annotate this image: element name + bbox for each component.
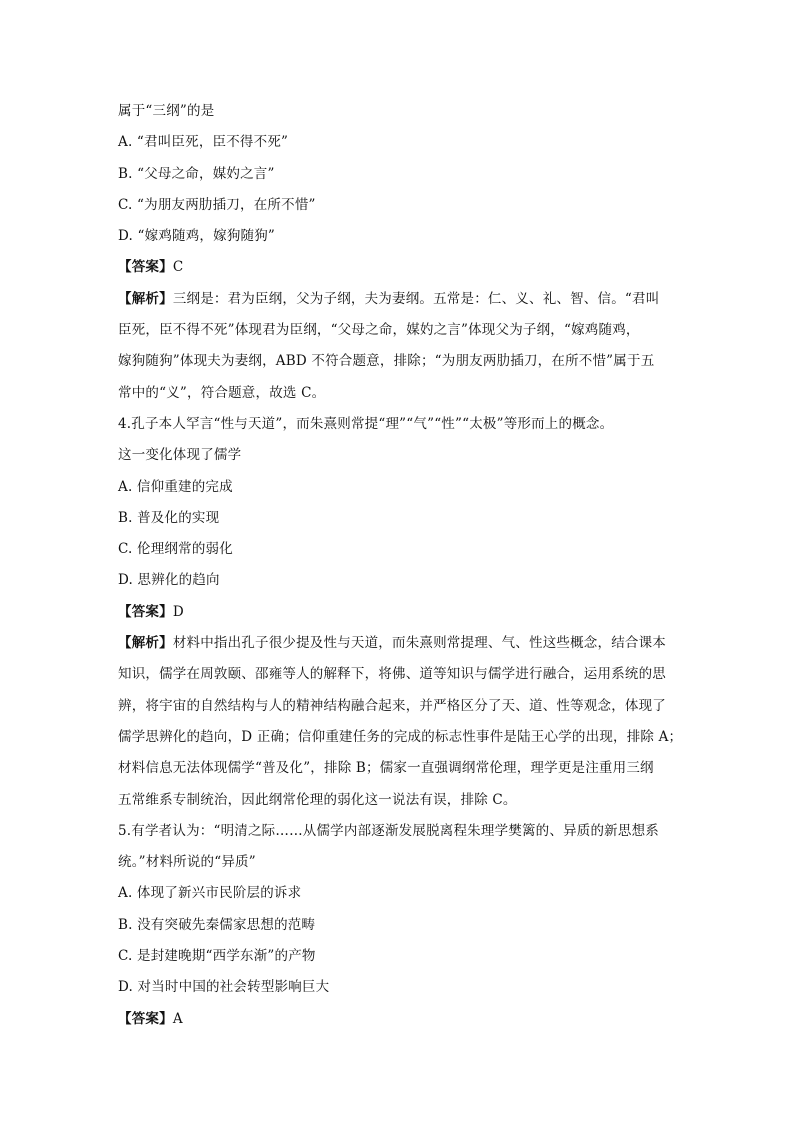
- q5-stem-line-1: 5.有学者认为：“明清之际……从儒学内部逐渐发展脱离程朱理学樊篱的、异质的新思想系: [118, 822, 659, 839]
- document-page: [118, 96, 684, 1035]
- q5-option-b: B. 没有突破先秦儒家思想的范畴: [118, 916, 316, 933]
- answer-tag: 【答案】: [118, 1010, 173, 1027]
- q4-answer: [118, 597, 684, 628]
- q3-analysis-line-4: 常中的“义”，符合题意，故选 C。: [118, 384, 326, 401]
- q5-option-c: C. 是封建晚期“西学东渐”的产物: [118, 948, 316, 965]
- q4-analysis-text: 材料中指出孔子很少提及性与天道，而朱熹则常提理、气、性这些概念，结合课本: [172, 635, 667, 652]
- q4-analysis-line-4: 儒学思辨化的趋向，D 正确；信仰重建任务的完成的标志性事件是陆王心学的出现，排除 A；: [118, 728, 683, 745]
- q4-analysis-line-2: 知识，儒学在周敦颐、邵雍等人的解释下，将佛、道等知识与儒学进行融合，运用系统的思: [118, 666, 666, 683]
- answer-tag: 【答案】: [118, 603, 173, 620]
- q3-analysis-line-3: 嫁狗随狗”体现夫为妻纲，ABD 不符合题意，排除；“为朋友两肋插刀，在所不惜”属于五: [118, 353, 655, 370]
- q4-option-d: D. 思辨化的趋向: [118, 572, 220, 589]
- q4-stem-line-2: 这一变化体现了儒学: [118, 447, 242, 464]
- q5-answer-value: A: [172, 1010, 183, 1027]
- q4-answer-value: D: [172, 603, 184, 620]
- q3-analysis-line-1: [118, 284, 684, 315]
- q3-option-a: A. “君叫臣死，臣不得不死”: [118, 134, 289, 151]
- q3-answer: [118, 252, 684, 283]
- analysis-tag: 【解析】: [118, 290, 173, 307]
- q3-answer-value: C: [172, 259, 184, 276]
- q3-stem-end: 属于“三纲”的是: [118, 103, 215, 119]
- q3-analysis-text: 三纲是：君为臣纲，父为子纲，夫为妻纲。五常是：仁、义、礼、智、信。“君叫: [172, 290, 660, 307]
- q5-option-d: D. 对当时中国的社会转型影响巨大: [118, 979, 330, 996]
- q4-stem-line-1: 4.孔子本人罕言“性与天道”，而朱熹则常提“理”“气”“性”“太极”等形而上的概念。: [118, 415, 614, 432]
- q4-option-c: C. 伦理纲常的弱化: [118, 541, 233, 558]
- q4-analysis-line-3: 辨，将宇宙的自然结构与人的精神结构融合起来，并严格区分了天、道、性等观念，体现了: [118, 697, 666, 714]
- q3-analysis-line-2: 臣死，臣不得不死”体现君为臣纲，“父母之命，媒妁之言”体现父为子纲，“嫁鸡随鸡，: [118, 322, 640, 339]
- q4-option-b: B. 普及化的实现: [118, 509, 220, 526]
- q4-analysis-line-1: [118, 628, 684, 659]
- q5-option-a: A. 体现了新兴市民阶层的诉求: [118, 885, 302, 902]
- q4-analysis-line-6: 五常维系专制统治，因此纲常伦理的弱化这一说法有误，排除 C。: [118, 791, 517, 808]
- q4-analysis-line-5: 材料信息无法体现儒学“普及化”，排除 B；儒家一直强调纲常伦理，理学更是注重用三纲: [118, 760, 654, 777]
- q5-stem-line-2: 统。”材料所说的“异质”: [118, 854, 256, 871]
- q3-option-d: D. “嫁鸡随鸡，嫁狗随狗”: [118, 228, 276, 245]
- q5-answer: [118, 1004, 684, 1035]
- q3-option-c: C. “为朋友两肋插刀，在所不惜”: [118, 196, 316, 213]
- answer-tag: 【答案】: [118, 259, 173, 276]
- q3-option-b: B. “父母之命，媒妁之言”: [118, 165, 275, 182]
- analysis-tag: 【解析】: [118, 635, 173, 652]
- q4-option-a: A. 信仰重建的完成: [118, 478, 233, 495]
